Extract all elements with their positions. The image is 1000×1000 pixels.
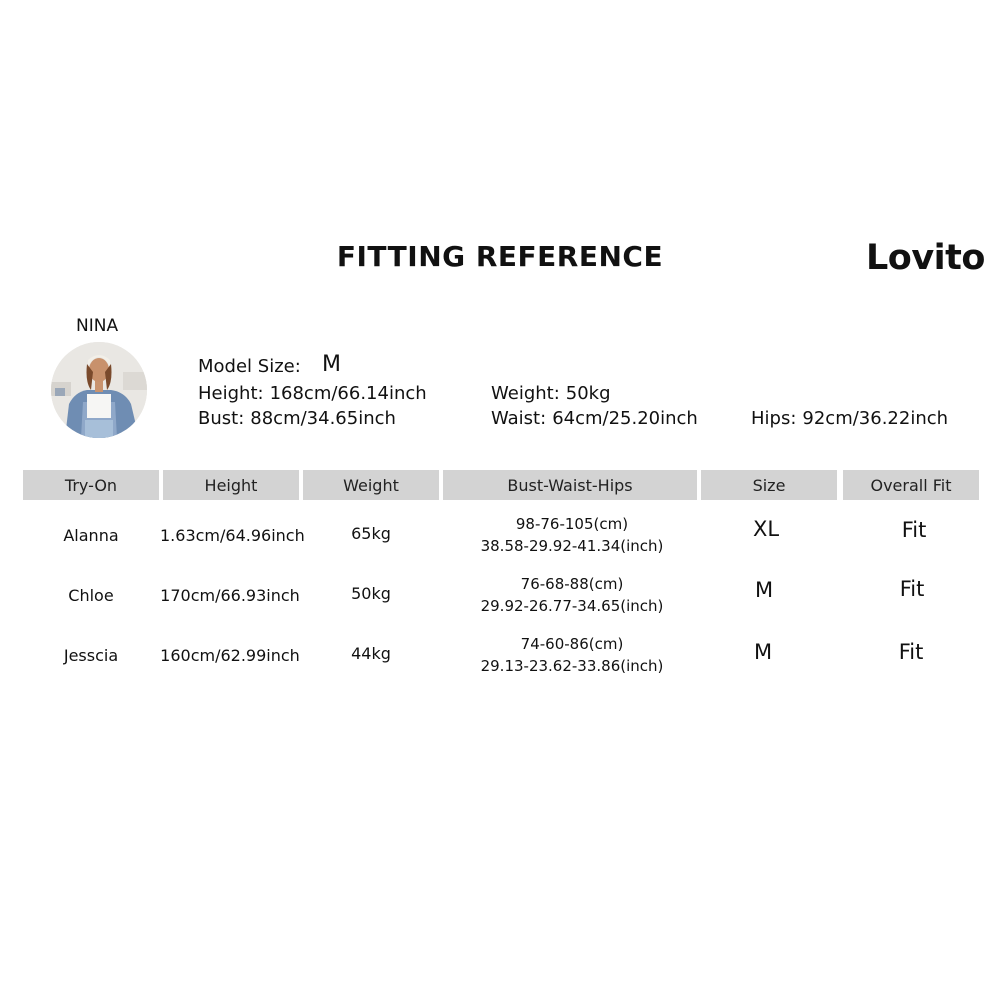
- model-size-value: M: [322, 352, 341, 377]
- row-bwh-inch: 29.92-26.77-34.65(inch): [480, 597, 664, 615]
- row-size: M: [753, 640, 773, 664]
- row-measurements: [445, 573, 699, 617]
- page-title: FITTING REFERENCE: [336, 240, 664, 273]
- model-avatar: [51, 342, 147, 438]
- model-waist-label: Waist:: [491, 408, 547, 429]
- header-overall-fit: Overall Fit: [843, 470, 979, 500]
- model-waist-value: 64cm/25.20inch: [552, 408, 698, 429]
- row-weight: 50kg: [351, 584, 391, 603]
- model-hips-value: 92cm/36.22inch: [802, 408, 949, 429]
- model-hips-label: Hips:: [751, 408, 797, 429]
- row-size: XL: [752, 517, 780, 541]
- header-try-on: Try-On: [23, 470, 159, 500]
- model-size-label: Model Size:: [198, 356, 301, 377]
- model-weight-label: Weight:: [491, 383, 560, 404]
- row-name: Chloe: [68, 586, 114, 605]
- row-height: 160cm/62.99inch: [160, 646, 300, 665]
- model-waist: [491, 408, 698, 429]
- model-height-value: 168cm/66.14inch: [269, 383, 427, 404]
- header-size: Size: [701, 470, 837, 500]
- model-bust: [198, 408, 396, 429]
- row-fit: Fit: [901, 518, 927, 542]
- row-fit: Fit: [898, 640, 924, 664]
- row-bwh-cm: 76-68-88(cm): [520, 575, 624, 593]
- row-name: Alanna: [63, 526, 119, 545]
- brand-logo: Lovito: [866, 238, 985, 278]
- header-bust-waist-hips: Bust-Waist-Hips: [443, 470, 697, 500]
- row-bwh-cm: 74-60-86(cm): [520, 635, 624, 653]
- row-bwh-cm: 98-76-105(cm): [515, 515, 629, 533]
- model-hips: [751, 408, 948, 429]
- model-name: NINA: [76, 316, 119, 336]
- row-bwh-inch: 29.13-23.62-33.86(inch): [480, 657, 664, 675]
- model-height-label: Height:: [198, 383, 264, 404]
- model-bust-label: Bust:: [198, 408, 245, 429]
- model-bust-value: 88cm/34.65inch: [250, 408, 396, 429]
- row-height: 170cm/66.93inch: [160, 586, 300, 605]
- model-weight: [491, 383, 611, 404]
- row-weight: 65kg: [351, 524, 391, 543]
- row-height: 1.63cm/64.96inch: [160, 526, 305, 545]
- row-measurements: [445, 513, 699, 557]
- header-height: Height: [163, 470, 299, 500]
- model-weight-value: 50kg: [565, 383, 611, 404]
- header-weight: Weight: [303, 470, 439, 500]
- row-size: M: [754, 578, 774, 602]
- row-fit: Fit: [899, 577, 925, 601]
- model-height: [198, 383, 427, 404]
- row-name: Jesscia: [63, 646, 119, 665]
- row-weight: 44kg: [351, 644, 391, 663]
- row-bwh-inch: 38.58-29.92-41.34(inch): [480, 537, 664, 555]
- row-measurements: [445, 633, 699, 677]
